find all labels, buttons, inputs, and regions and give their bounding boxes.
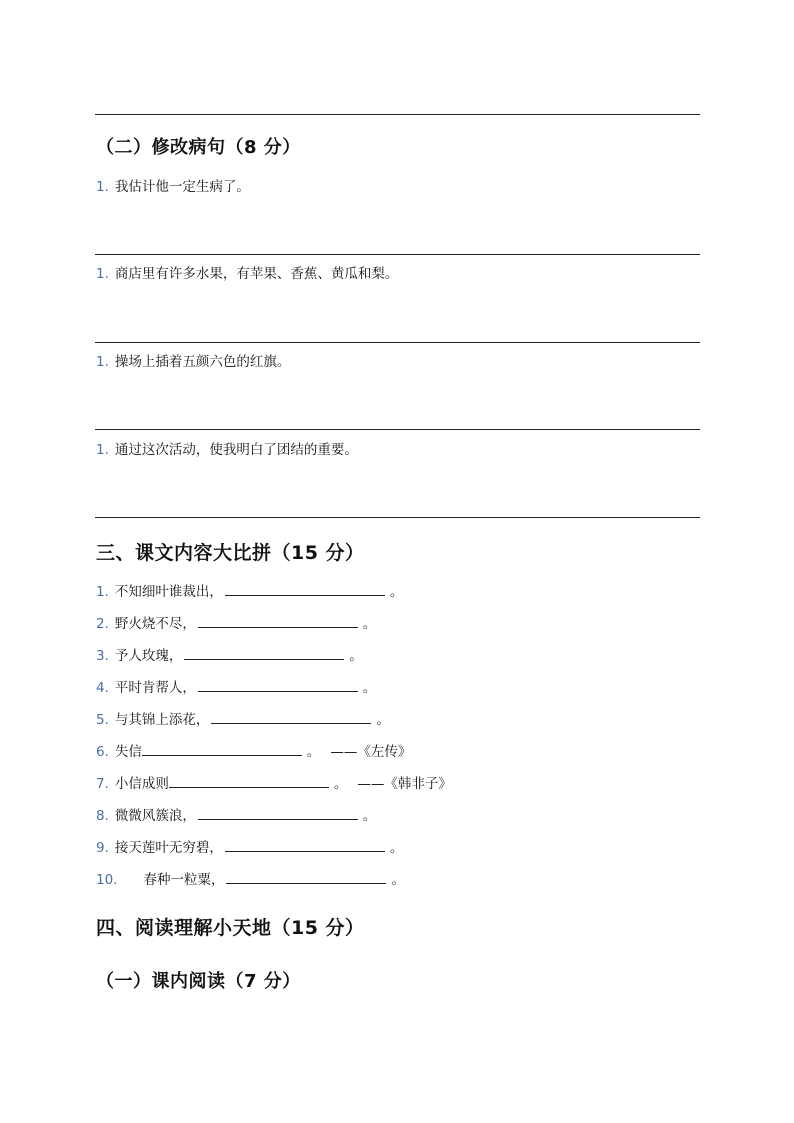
question-prompt: 小信成则 [114,776,169,792]
fill-blank-item-1 [96,580,403,600]
question-number: 8. [96,808,109,824]
answer-blank[interactable] [225,583,385,596]
question-prompt: 与其锦上添花， [114,712,210,728]
question-number: 1. [96,179,109,195]
question-number: 1. [96,354,109,370]
answer-blank[interactable] [198,679,358,692]
answer-blank[interactable] [226,871,386,884]
question-number: 1. [96,266,109,282]
question-end: 。 [389,840,404,856]
fill-blank-item-4 [96,676,376,696]
question-text: 我估计他一定生病了。 [114,179,250,195]
question-end: 。 [349,648,363,664]
question-end: 。 [306,744,321,760]
question-number: 5. [96,712,109,728]
correction-item-1 [96,175,250,195]
section-heading-reading: 四、阅读理解小天地（15 分） [96,917,365,939]
question-end: 。 [391,872,405,888]
section-heading-sentence-correction: （二）修改病句（8 分） [96,137,301,158]
correction-item-2 [96,262,398,282]
answer-line [95,517,700,518]
question-number: 7. [96,776,109,792]
answer-line [95,429,700,430]
question-end: 。 [333,776,348,792]
quote-source: ——《左传》 [330,744,412,760]
answer-blank[interactable] [211,711,371,724]
question-number: 1. [96,442,109,458]
separator-line [95,114,700,115]
answer-blank[interactable] [198,807,358,820]
question-prompt: 失信 [114,744,142,760]
question-prompt: 微微风簇浪， [114,808,196,824]
fill-blank-item-10 [96,868,405,888]
fill-blank-item-5 [96,708,390,728]
fill-blank-item-7 [96,772,452,792]
question-prompt: 春种一粒粟， [143,872,225,888]
quote-source: ——《韩非子》 [357,776,452,792]
answer-line [95,254,700,255]
question-text: 操场上插着五颜六色的红旗。 [114,354,291,370]
question-number: 4. [96,680,109,696]
subsection-heading-in-class-reading: （一）课内阅读（7 分） [96,971,301,992]
question-prompt: 平时肯帮人， [114,680,196,696]
answer-blank[interactable] [198,615,358,628]
question-prompt: 予人玫瑰， [114,648,183,664]
question-number: 1. [96,584,109,600]
fill-blank-item-2 [96,612,376,632]
question-prompt: 野火烧不尽， [114,616,196,632]
question-number: 6. [96,744,109,760]
correction-item-4 [96,438,358,458]
question-text: 通过这次活动，使我明白了团结的重要。 [114,442,358,458]
answer-blank[interactable] [142,743,302,756]
answer-blank[interactable] [184,647,344,660]
correction-item-3 [96,350,290,370]
fill-blank-item-9 [96,836,403,856]
question-number: 2. [96,616,109,632]
question-prompt: 接天莲叶无穷碧， [114,840,223,856]
fill-blank-item-8 [96,804,376,824]
question-end: 。 [376,712,390,728]
fill-blank-item-6 [96,740,411,760]
question-text: 商店里有许多水果，有苹果、香蕉、黄瓜和梨。 [114,266,399,282]
answer-line [95,342,700,343]
answer-blank[interactable] [225,839,385,852]
question-prompt: 不知细叶谁裁出， [114,584,223,600]
section-heading-text-content: 三、课文内容大比拼（15 分） [96,542,365,564]
question-end: 。 [389,584,404,600]
question-end: 。 [362,616,377,632]
question-number: 9. [96,840,109,856]
question-end: 。 [362,680,377,696]
question-number: 3. [96,648,109,664]
fill-blank-item-3 [96,644,363,664]
question-number: 10. [96,872,118,888]
question-end: 。 [362,808,377,824]
answer-blank[interactable] [169,775,329,788]
